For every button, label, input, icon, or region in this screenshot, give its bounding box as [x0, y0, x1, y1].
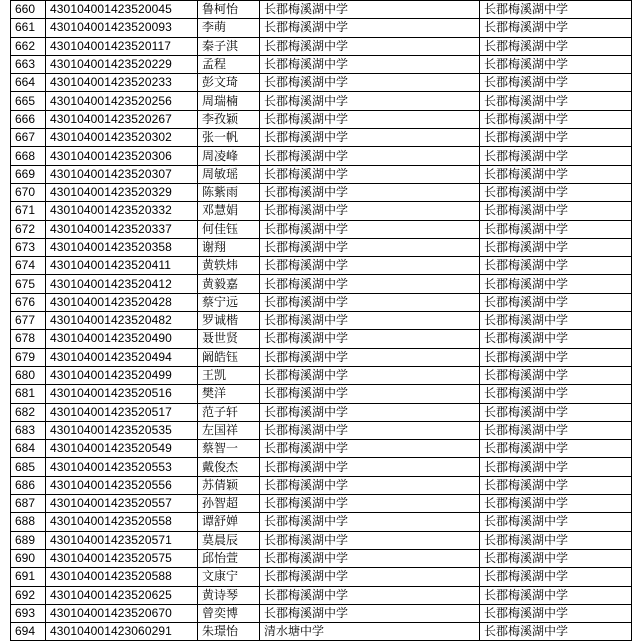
graduating-school-cell: 长郡梅溪湖中学 [260, 458, 480, 476]
row-number-cell: 672 [11, 220, 46, 238]
row-number-cell: 671 [11, 202, 46, 220]
student-name-cell: 鲁柯怡 [198, 1, 260, 19]
student-name-cell: 蔡智一 [198, 440, 260, 458]
graduating-school-cell: 长郡梅溪湖中学 [260, 440, 480, 458]
student-name-cell: 谢翔 [198, 238, 260, 256]
student-name-cell: 秦子淇 [198, 37, 260, 55]
row-number-cell: 689 [11, 531, 46, 549]
table-row [11, 440, 632, 458]
student-name-cell: 王凯 [198, 366, 260, 384]
student-id-cell: 430104001423520517 [46, 403, 198, 421]
row-number-cell: 684 [11, 440, 46, 458]
table-row [11, 129, 632, 147]
table-row [11, 476, 632, 494]
student-id-cell: 430104001423520358 [46, 238, 198, 256]
student-name-cell: 戴俊杰 [198, 458, 260, 476]
student-id-cell: 430104001423520337 [46, 220, 198, 238]
student-id-cell: 430104001423520588 [46, 568, 198, 586]
table-row [11, 183, 632, 201]
graduating-school-cell: 长郡梅溪湖中学 [260, 129, 480, 147]
graduating-school-cell: 长郡梅溪湖中学 [260, 586, 480, 604]
graduating-school-cell: 长郡梅溪湖中学 [260, 568, 480, 586]
student-name-cell: 李孜颖 [198, 110, 260, 128]
student-name-cell: 苏倩颖 [198, 476, 260, 494]
student-name-cell: 文康宁 [198, 568, 260, 586]
student-id-cell: 430104001423520535 [46, 421, 198, 439]
student-name-cell: 何佳钰 [198, 220, 260, 238]
row-number-cell: 664 [11, 74, 46, 92]
student-id-cell: 430104001423520558 [46, 513, 198, 531]
admitted-school-cell: 长郡梅溪湖中学 [480, 202, 632, 220]
graduating-school-cell: 长郡梅溪湖中学 [260, 421, 480, 439]
admitted-school-cell: 长郡梅溪湖中学 [480, 147, 632, 165]
admitted-school-cell: 长郡梅溪湖中学 [480, 586, 632, 604]
student-name-cell: 左国祥 [198, 421, 260, 439]
admitted-school-cell: 长郡梅溪湖中学 [480, 183, 632, 201]
student-id-cell: 430104001423520670 [46, 604, 198, 622]
table-row [11, 531, 632, 549]
student-name-cell: 邱怡萱 [198, 549, 260, 567]
graduating-school-cell: 长郡梅溪湖中学 [260, 604, 480, 622]
admitted-school-cell: 长郡梅溪湖中学 [480, 458, 632, 476]
student-name-cell: 周敏瑶 [198, 165, 260, 183]
row-number-cell: 670 [11, 183, 46, 201]
graduating-school-cell: 长郡梅溪湖中学 [260, 147, 480, 165]
student-name-cell: 周凌峰 [198, 147, 260, 165]
admitted-school-cell: 长郡梅溪湖中学 [480, 440, 632, 458]
student-id-cell: 430104001423520557 [46, 495, 198, 513]
admitted-school-cell: 长郡梅溪湖中学 [480, 220, 632, 238]
table-row [11, 19, 632, 37]
admitted-school-cell: 长郡梅溪湖中学 [480, 421, 632, 439]
row-number-cell: 688 [11, 513, 46, 531]
student-name-cell: 陈紫雨 [198, 183, 260, 201]
table-row [11, 312, 632, 330]
student-name-cell: 张一帆 [198, 129, 260, 147]
admitted-school-cell: 长郡梅溪湖中学 [480, 348, 632, 366]
row-number-cell: 678 [11, 330, 46, 348]
table-row [11, 568, 632, 586]
row-number-cell: 666 [11, 110, 46, 128]
table-row [11, 74, 632, 92]
student-name-cell: 孙智超 [198, 495, 260, 513]
row-number-cell: 675 [11, 275, 46, 293]
student-name-cell: 樊洋 [198, 385, 260, 403]
student-id-cell: 430104001423520516 [46, 385, 198, 403]
admitted-school-cell: 长郡梅溪湖中学 [480, 257, 632, 275]
table-row [11, 147, 632, 165]
roster-sheet [10, 0, 631, 642]
table-row [11, 275, 632, 293]
student-id-cell: 430104001423520411 [46, 257, 198, 275]
row-number-cell: 692 [11, 586, 46, 604]
student-id-cell: 430104001423520428 [46, 293, 198, 311]
admitted-school-cell: 长郡梅溪湖中学 [480, 513, 632, 531]
admitted-school-cell: 长郡梅溪湖中学 [480, 531, 632, 549]
student-id-cell: 430104001423520256 [46, 92, 198, 110]
admitted-school-cell: 长郡梅溪湖中学 [480, 495, 632, 513]
student-id-cell: 430104001423520412 [46, 275, 198, 293]
graduating-school-cell: 长郡梅溪湖中学 [260, 513, 480, 531]
row-number-cell: 693 [11, 604, 46, 622]
graduating-school-cell: 长郡梅溪湖中学 [260, 238, 480, 256]
graduating-school-cell: 长郡梅溪湖中学 [260, 348, 480, 366]
graduating-school-cell: 长郡梅溪湖中学 [260, 1, 480, 19]
graduating-school-cell: 长郡梅溪湖中学 [260, 55, 480, 73]
graduating-school-cell: 长郡梅溪湖中学 [260, 476, 480, 494]
admitted-school-cell: 长郡梅溪湖中学 [480, 312, 632, 330]
student-name-cell: 黄诗琴 [198, 586, 260, 604]
student-name-cell: 罗诚楷 [198, 312, 260, 330]
row-number-cell: 660 [11, 1, 46, 19]
admitted-school-cell: 长郡梅溪湖中学 [480, 1, 632, 19]
graduating-school-cell: 长郡梅溪湖中学 [260, 403, 480, 421]
row-number-cell: 661 [11, 19, 46, 37]
student-id-cell: 430104001423520229 [46, 55, 198, 73]
student-name-cell: 莫晨辰 [198, 531, 260, 549]
student-name-cell: 邓慧娟 [198, 202, 260, 220]
table-row [11, 513, 632, 531]
row-number-cell: 673 [11, 238, 46, 256]
row-number-cell: 668 [11, 147, 46, 165]
graduating-school-cell: 长郡梅溪湖中学 [260, 366, 480, 384]
admitted-school-cell: 长郡梅溪湖中学 [480, 604, 632, 622]
admitted-school-cell: 长郡梅溪湖中学 [480, 623, 632, 641]
student-id-cell: 430104001423520306 [46, 147, 198, 165]
student-id-cell: 430104001423520556 [46, 476, 198, 494]
student-id-cell: 430104001423520490 [46, 330, 198, 348]
graduating-school-cell: 长郡梅溪湖中学 [260, 531, 480, 549]
graduating-school-cell: 长郡梅溪湖中学 [260, 330, 480, 348]
row-number-cell: 682 [11, 403, 46, 421]
admitted-school-cell: 长郡梅溪湖中学 [480, 92, 632, 110]
table-row [11, 37, 632, 55]
student-id-cell: 430104001423520553 [46, 458, 198, 476]
graduating-school-cell: 长郡梅溪湖中学 [260, 385, 480, 403]
student-name-cell: 聂世贤 [198, 330, 260, 348]
table-row [11, 55, 632, 73]
graduating-school-cell: 长郡梅溪湖中学 [260, 92, 480, 110]
row-number-cell: 685 [11, 458, 46, 476]
admitted-school-cell: 长郡梅溪湖中学 [480, 568, 632, 586]
admitted-school-cell: 长郡梅溪湖中学 [480, 37, 632, 55]
graduating-school-cell: 长郡梅溪湖中学 [260, 220, 480, 238]
student-name-cell: 黄轶炜 [198, 257, 260, 275]
student-id-cell: 430104001423520302 [46, 129, 198, 147]
graduating-school-cell: 长郡梅溪湖中学 [260, 19, 480, 37]
student-name-cell: 阚皓钰 [198, 348, 260, 366]
row-number-cell: 665 [11, 92, 46, 110]
table-row [11, 165, 632, 183]
student-id-cell: 430104001423520045 [46, 1, 198, 19]
admitted-school-cell: 长郡梅溪湖中学 [480, 55, 632, 73]
admitted-school-cell: 长郡梅溪湖中学 [480, 238, 632, 256]
student-id-cell: 430104001423520307 [46, 165, 198, 183]
admitted-school-cell: 长郡梅溪湖中学 [480, 385, 632, 403]
student-id-cell: 430104001423520625 [46, 586, 198, 604]
row-number-cell: 674 [11, 257, 46, 275]
student-id-cell: 430104001423520332 [46, 202, 198, 220]
student-id-cell: 430104001423520329 [46, 183, 198, 201]
graduating-school-cell: 长郡梅溪湖中学 [260, 257, 480, 275]
student-id-cell: 430104001423520575 [46, 549, 198, 567]
admitted-school-cell: 长郡梅溪湖中学 [480, 19, 632, 37]
admitted-school-cell: 长郡梅溪湖中学 [480, 476, 632, 494]
graduating-school-cell: 长郡梅溪湖中学 [260, 74, 480, 92]
admitted-school-cell: 长郡梅溪湖中学 [480, 330, 632, 348]
table-row [11, 202, 632, 220]
table-row [11, 348, 632, 366]
student-name-cell: 黄毅嘉 [198, 275, 260, 293]
graduating-school-cell: 长郡梅溪湖中学 [260, 293, 480, 311]
student-id-cell: 430104001423520571 [46, 531, 198, 549]
admitted-school-cell: 长郡梅溪湖中学 [480, 165, 632, 183]
admitted-school-cell: 长郡梅溪湖中学 [480, 293, 632, 311]
table-row [11, 586, 632, 604]
student-id-cell: 430104001423520494 [46, 348, 198, 366]
row-number-cell: 680 [11, 366, 46, 384]
graduating-school-cell: 长郡梅溪湖中学 [260, 275, 480, 293]
student-id-cell: 430104001423060291 [46, 623, 198, 641]
admitted-school-cell: 长郡梅溪湖中学 [480, 403, 632, 421]
student-id-cell: 430104001423520549 [46, 440, 198, 458]
student-name-cell: 蔡宁远 [198, 293, 260, 311]
graduating-school-cell: 清水塘中学 [260, 623, 480, 641]
table-row [11, 495, 632, 513]
table-row [11, 604, 632, 622]
student-roster-table [10, 0, 632, 641]
row-number-cell: 662 [11, 37, 46, 55]
table-row [11, 385, 632, 403]
row-number-cell: 669 [11, 165, 46, 183]
row-number-cell: 690 [11, 549, 46, 567]
table-row [11, 1, 632, 19]
student-name-cell: 曾奕博 [198, 604, 260, 622]
table-row [11, 330, 632, 348]
student-name-cell: 孟程 [198, 55, 260, 73]
table-row [11, 110, 632, 128]
row-number-cell: 687 [11, 495, 46, 513]
student-id-cell: 430104001423520093 [46, 19, 198, 37]
graduating-school-cell: 长郡梅溪湖中学 [260, 37, 480, 55]
table-row [11, 92, 632, 110]
graduating-school-cell: 长郡梅溪湖中学 [260, 165, 480, 183]
table-row [11, 403, 632, 421]
student-id-cell: 430104001423520117 [46, 37, 198, 55]
student-name-cell: 范子轩 [198, 403, 260, 421]
table-row [11, 366, 632, 384]
admitted-school-cell: 长郡梅溪湖中学 [480, 366, 632, 384]
admitted-school-cell: 长郡梅溪湖中学 [480, 275, 632, 293]
row-number-cell: 676 [11, 293, 46, 311]
graduating-school-cell: 长郡梅溪湖中学 [260, 183, 480, 201]
row-number-cell: 667 [11, 129, 46, 147]
row-number-cell: 683 [11, 421, 46, 439]
student-id-cell: 430104001423520233 [46, 74, 198, 92]
student-name-cell: 彭文琦 [198, 74, 260, 92]
student-name-cell: 周瑞楠 [198, 92, 260, 110]
admitted-school-cell: 长郡梅溪湖中学 [480, 110, 632, 128]
graduating-school-cell: 长郡梅溪湖中学 [260, 312, 480, 330]
graduating-school-cell: 长郡梅溪湖中学 [260, 110, 480, 128]
row-number-cell: 691 [11, 568, 46, 586]
row-number-cell: 694 [11, 623, 46, 641]
graduating-school-cell: 长郡梅溪湖中学 [260, 495, 480, 513]
table-row [11, 421, 632, 439]
row-number-cell: 663 [11, 55, 46, 73]
graduating-school-cell: 长郡梅溪湖中学 [260, 202, 480, 220]
roster-body [11, 1, 632, 641]
table-row [11, 549, 632, 567]
table-row [11, 623, 632, 641]
student-id-cell: 430104001423520267 [46, 110, 198, 128]
admitted-school-cell: 长郡梅溪湖中学 [480, 129, 632, 147]
graduating-school-cell: 长郡梅溪湖中学 [260, 549, 480, 567]
student-id-cell: 430104001423520482 [46, 312, 198, 330]
row-number-cell: 681 [11, 385, 46, 403]
row-number-cell: 686 [11, 476, 46, 494]
admitted-school-cell: 长郡梅溪湖中学 [480, 74, 632, 92]
student-id-cell: 430104001423520499 [46, 366, 198, 384]
admitted-school-cell: 长郡梅溪湖中学 [480, 549, 632, 567]
row-number-cell: 679 [11, 348, 46, 366]
table-row [11, 257, 632, 275]
student-name-cell: 李萌 [198, 19, 260, 37]
row-number-cell: 677 [11, 312, 46, 330]
student-name-cell: 谭舒婵 [198, 513, 260, 531]
table-row [11, 293, 632, 311]
table-row [11, 458, 632, 476]
table-row [11, 220, 632, 238]
table-row [11, 238, 632, 256]
student-name-cell: 朱璟怡 [198, 623, 260, 641]
